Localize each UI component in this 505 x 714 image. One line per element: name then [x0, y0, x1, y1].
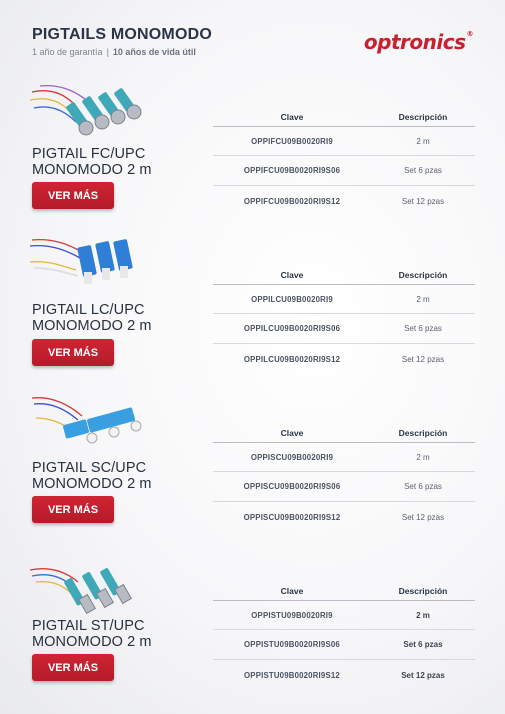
table-header — [213, 107, 475, 127]
row-description: Set 6 pzas — [403, 640, 443, 649]
product-table-lc — [213, 265, 475, 374]
lc-pigtail-image — [30, 232, 148, 292]
table-row — [213, 630, 475, 660]
table-header — [213, 423, 475, 443]
table-row — [213, 601, 475, 630]
logo-text: optronics — [363, 30, 466, 54]
page-subtitle — [32, 47, 212, 57]
column-header-description: Descripción — [398, 269, 448, 280]
table-row — [213, 285, 475, 314]
row-description: Set 12 pzas — [401, 196, 445, 206]
column-header-code: Clave — [280, 111, 304, 122]
row-description: Set 12 pzas — [401, 512, 445, 522]
row-description: Set 12 pzas — [401, 670, 445, 680]
product-name-fc — [32, 146, 152, 178]
table-row — [213, 660, 475, 690]
ver-mas-button-st[interactable]: VER MÁS — [32, 654, 114, 681]
product-name-line2: MONOMODO 2 m — [32, 476, 152, 492]
table-row — [213, 127, 475, 156]
row-description: 2 m — [416, 452, 430, 462]
row-description: Set 6 pzas — [404, 166, 442, 175]
fc-pigtail-image — [30, 82, 148, 142]
column-header-description: Descripción — [398, 585, 448, 596]
row-code: OPPILCU09B0020RI9 — [251, 294, 333, 304]
optronics-logo — [364, 30, 473, 54]
product-name-st — [32, 618, 152, 650]
row-code: OPPIFCU09B0020RI9S06 — [243, 166, 341, 175]
ver-mas-button-sc[interactable]: VER MÁS — [32, 496, 114, 523]
row-code: OPPISCU09B0020RI9S12 — [243, 512, 341, 522]
product-name-lc — [32, 302, 152, 334]
product-table-fc — [213, 107, 475, 216]
row-code: OPPISTU09B0020RI9 — [251, 610, 333, 620]
row-description: Set 12 pzas — [401, 354, 445, 364]
row-code: OPPISCU09B0020RI9 — [250, 452, 334, 462]
row-description: 2 m — [416, 294, 430, 304]
page-header — [32, 26, 212, 57]
logo-registered-mark: ® — [466, 30, 473, 38]
table-row — [213, 502, 475, 532]
lifespan-text: 10 años de vida útil — [112, 47, 196, 57]
table-row — [213, 472, 475, 502]
product-name-sc — [32, 460, 152, 492]
product-table-st — [213, 581, 475, 690]
table-row — [213, 344, 475, 374]
row-code: OPPIFCU09B0020RI9 — [251, 136, 333, 146]
product-name-line1: PIGTAIL ST/UPC — [32, 618, 145, 634]
table-row — [213, 443, 475, 472]
row-code: OPPILCU09B0020RI9S06 — [243, 324, 341, 333]
product-name-line1: PIGTAIL FC/UPC — [32, 146, 146, 162]
column-header-code: Clave — [280, 585, 304, 596]
row-code: OPPISCU09B0020RI9S06 — [243, 482, 341, 491]
table-row — [213, 314, 475, 344]
table-header — [213, 581, 475, 601]
row-code: OPPILCU09B0020RI9S12 — [243, 354, 341, 364]
column-header-code: Clave — [280, 269, 304, 280]
product-table-sc — [213, 423, 475, 532]
column-header-description: Descripción — [398, 427, 448, 438]
table-row — [213, 186, 475, 216]
st-pigtail-image — [30, 556, 148, 616]
ver-mas-button-fc[interactable]: VER MÁS — [32, 182, 114, 209]
product-name-line2: MONOMODO 2 m — [32, 634, 152, 650]
product-name-line1: PIGTAIL SC/UPC — [32, 460, 147, 476]
warranty-text: 1 año de garantía — [32, 47, 103, 57]
row-description: Set 6 pzas — [404, 324, 442, 333]
subtitle-separator: | — [106, 47, 109, 57]
row-description: 2 m — [416, 136, 430, 146]
column-header-code: Clave — [280, 427, 304, 438]
row-description: Set 6 pzas — [404, 482, 442, 491]
product-name-line1: PIGTAIL LC/UPC — [32, 302, 145, 318]
sc-pigtail-image — [30, 392, 148, 452]
product-name-line2: MONOMODO 2 m — [32, 162, 152, 178]
row-description: 2 m — [416, 610, 430, 620]
page-title: PIGTAILS MONOMODO — [32, 26, 212, 43]
table-header — [213, 265, 475, 285]
table-row — [213, 156, 475, 186]
ver-mas-button-lc[interactable]: VER MÁS — [32, 339, 114, 366]
column-header-description: Descripción — [398, 111, 448, 122]
row-code: OPPIFCU09B0020RI9S12 — [243, 196, 341, 206]
product-name-line2: MONOMODO 2 m — [32, 318, 152, 334]
row-code: OPPISTU09B0020RI9S06 — [244, 640, 340, 649]
row-code: OPPISTU09B0020RI9S12 — [244, 670, 340, 680]
